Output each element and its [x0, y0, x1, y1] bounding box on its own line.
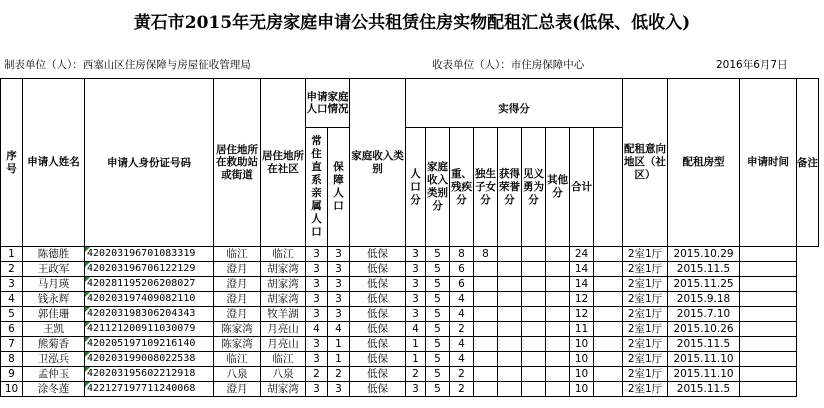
secured-count-cell[interactable]: 3 — [328, 292, 350, 307]
community-cell[interactable]: 八泉 — [261, 367, 306, 382]
resident-count-cell[interactable]: 3 — [306, 337, 328, 352]
apply-time-cell[interactable]: 2015.11.5 — [668, 262, 740, 277]
intent-area-cell[interactable] — [594, 337, 623, 352]
pop-score-cell[interactable]: 4 — [406, 322, 426, 337]
secured-count-cell[interactable]: 4 — [328, 322, 350, 337]
id-number-text: 421121200911030079 — [87, 323, 196, 334]
header-room-type: 配租房型 — [668, 79, 740, 247]
other-score-cell[interactable] — [546, 247, 570, 262]
table-row[interactable] — [1, 322, 819, 337]
street-cell[interactable]: 八泉 — [214, 367, 261, 382]
income-score-cell[interactable]: 5 — [426, 337, 450, 352]
header-scores: 实得分 — [406, 103, 623, 128]
street-cell[interactable]: 澄月 — [214, 262, 261, 277]
header-seq: 序号 — [1, 79, 23, 247]
street-cell[interactable]: 临江 — [214, 247, 261, 262]
income-score-cell[interactable]: 5 — [426, 247, 450, 262]
pop-score-cell[interactable]: 1 — [406, 337, 426, 352]
seq-cell[interactable]: 2 — [1, 262, 23, 277]
room-type-cell[interactable]: 2室1厅 — [623, 277, 668, 292]
brave-score-cell[interactable] — [522, 382, 546, 397]
community-cell[interactable]: 临江 — [261, 247, 306, 262]
disability-score-cell[interactable]: 2 — [450, 367, 474, 382]
honor-score-cell[interactable] — [498, 307, 522, 322]
id-number-cell[interactable] — [85, 277, 214, 292]
income-score-cell[interactable]: 5 — [426, 262, 450, 277]
street-cell[interactable]: 澄月 — [214, 277, 261, 292]
disability-score-cell[interactable]: 2 — [450, 382, 474, 397]
resident-count-cell[interactable]: 3 — [306, 307, 328, 322]
other-score-cell[interactable] — [546, 307, 570, 322]
header-id: 申请人身份证号码 — [85, 79, 214, 247]
id-number-cell[interactable] — [85, 382, 214, 397]
only-child-score-cell[interactable] — [474, 277, 498, 292]
intent-area-cell[interactable] — [594, 352, 623, 367]
seq-cell[interactable]: 6 — [1, 322, 23, 337]
cell-comment-marker-icon — [85, 307, 90, 312]
room-type-cell[interactable]: 2室1厅 — [623, 367, 668, 382]
only-child-score-cell[interactable] — [474, 292, 498, 307]
name-cell[interactable]: 郭佳珊 — [23, 307, 85, 322]
secured-count-cell[interactable]: 3 — [328, 262, 350, 277]
room-type-cell[interactable]: 2室1厅 — [623, 307, 668, 322]
resident-count-cell[interactable]: 2 — [306, 367, 328, 382]
community-cell[interactable]: 胡家湾 — [261, 382, 306, 397]
name-cell[interactable]: 熊菊香 — [23, 337, 85, 352]
honor-score-cell[interactable] — [498, 292, 522, 307]
apply-time-cell[interactable]: 2015.10.29 — [668, 247, 740, 262]
id-number-text: 420203198306204343 — [87, 308, 196, 319]
income-score-cell[interactable]: 5 — [426, 367, 450, 382]
cell-comment-marker-icon — [85, 367, 90, 372]
id-number-text: 420203195602212918 — [87, 368, 196, 379]
report-date: 2016年6月7日 — [716, 59, 788, 71]
name-cell[interactable]: 王政军 — [23, 262, 85, 277]
intent-area-cell[interactable] — [594, 247, 623, 262]
pop-score-cell[interactable]: 2 — [406, 367, 426, 382]
other-score-cell[interactable] — [546, 322, 570, 337]
street-cell[interactable]: 陈家湾 — [214, 322, 261, 337]
income-type-cell[interactable]: 低保 — [350, 277, 406, 292]
header-name: 申请人姓名 — [23, 79, 85, 247]
compiler-label: 制表单位（人）：西塞山区住房保障与房屋征收管理局 — [4, 59, 251, 71]
total-score-cell[interactable]: 14 — [570, 262, 594, 277]
disability-score-cell[interactable]: 6 — [450, 262, 474, 277]
header-aid-street: 居住地所在救助站或街道 — [214, 79, 261, 247]
pop-score-cell[interactable]: 3 — [406, 307, 426, 322]
only-child-score-cell[interactable] — [474, 262, 498, 277]
remark-cell[interactable] — [740, 322, 797, 337]
header-only-child: 独生子女分 — [474, 128, 498, 247]
street-cell[interactable]: 临江 — [214, 352, 261, 367]
disability-score-cell[interactable]: 2 — [450, 322, 474, 337]
pop-score-cell[interactable]: 3 — [406, 382, 426, 397]
street-cell[interactable]: 澄月 — [214, 382, 261, 397]
honor-score-cell[interactable] — [498, 382, 522, 397]
income-score-cell[interactable]: 5 — [426, 277, 450, 292]
resident-count-cell[interactable]: 4 — [306, 322, 328, 337]
header-pop-score: 人口分 — [406, 128, 426, 247]
id-number-cell[interactable] — [85, 322, 214, 337]
header-disability: 重、残疾分 — [450, 128, 474, 247]
brave-score-cell[interactable] — [522, 292, 546, 307]
only-child-score-cell[interactable] — [474, 352, 498, 367]
brave-score-cell[interactable] — [522, 337, 546, 352]
disability-score-cell[interactable]: 4 — [450, 307, 474, 322]
remark-cell[interactable] — [740, 262, 797, 277]
brave-score-cell[interactable] — [522, 277, 546, 292]
intent-area-cell[interactable] — [594, 292, 623, 307]
cell-comment-marker-icon — [85, 277, 90, 282]
id-number-text: 422127197711240068 — [87, 383, 196, 394]
honor-score-cell[interactable] — [498, 322, 522, 337]
id-number-cell[interactable] — [85, 292, 214, 307]
disability-score-cell[interactable]: 4 — [450, 352, 474, 367]
table-row[interactable] — [1, 337, 819, 352]
table-row[interactable] — [1, 367, 819, 382]
resident-count-cell[interactable]: 3 — [306, 247, 328, 262]
honor-score-cell[interactable] — [498, 247, 522, 262]
room-type-cell[interactable]: 2室1厅 — [623, 262, 668, 277]
community-cell[interactable]: 胡家湾 — [261, 262, 306, 277]
apply-time-cell[interactable]: 2015.10.26 — [668, 322, 740, 337]
apply-time-cell[interactable]: 2015.11.10 — [668, 352, 740, 367]
id-number-text: 420203197409082110 — [87, 293, 196, 304]
intent-area-cell[interactable] — [594, 322, 623, 337]
table-row[interactable] — [1, 352, 819, 367]
community-cell[interactable]: 牧羊湖 — [261, 307, 306, 322]
room-type-cell[interactable]: 2室1厅 — [623, 247, 668, 262]
seq-cell[interactable]: 4 — [1, 292, 23, 307]
street-cell[interactable]: 澄月 — [214, 307, 261, 322]
room-type-cell[interactable]: 2室1厅 — [623, 322, 668, 337]
apply-time-cell[interactable]: 2015.7.10 — [668, 307, 740, 322]
total-score-cell[interactable]: 10 — [570, 367, 594, 382]
other-score-cell[interactable] — [546, 382, 570, 397]
brave-score-cell[interactable] — [522, 367, 546, 382]
community-cell[interactable]: 胡家湾 — [261, 277, 306, 292]
table-row[interactable] — [1, 247, 819, 262]
seq-cell[interactable]: 1 — [1, 247, 23, 262]
brave-score-cell[interactable] — [522, 352, 546, 367]
disability-score-cell[interactable]: 6 — [450, 277, 474, 292]
seq-cell[interactable]: 3 — [1, 277, 23, 292]
income-type-cell[interactable]: 低保 — [350, 292, 406, 307]
street-cell[interactable]: 澄月 — [214, 292, 261, 307]
apply-time-cell[interactable]: 2015.11.5 — [668, 382, 740, 397]
remark-cell[interactable] — [740, 367, 797, 382]
id-number-cell[interactable] — [85, 262, 214, 277]
disability-score-cell[interactable]: 4 — [450, 337, 474, 352]
community-cell[interactable]: 胡家湾 — [261, 292, 306, 307]
name-cell[interactable]: 孟仲玉 — [23, 367, 85, 382]
income-score-cell[interactable]: 5 — [426, 307, 450, 322]
name-cell[interactable]: 王凯 — [23, 322, 85, 337]
resident-count-cell[interactable]: 3 — [306, 352, 328, 367]
cell-comment-marker-icon — [85, 382, 90, 387]
id-number-cell[interactable] — [85, 337, 214, 352]
total-score-cell[interactable]: 12 — [570, 292, 594, 307]
header-intent-area: 配租意向地区（社区） — [623, 79, 668, 247]
brave-score-cell[interactable] — [522, 322, 546, 337]
apply-time-cell[interactable]: 2015.9.18 — [668, 292, 740, 307]
remark-cell[interactable] — [740, 247, 797, 262]
resident-count-cell[interactable]: 3 — [306, 292, 328, 307]
cell-comment-marker-icon — [85, 352, 90, 357]
header-honor: 获得荣誉分 — [498, 128, 522, 247]
other-score-cell[interactable] — [546, 352, 570, 367]
disability-score-cell[interactable]: 4 — [450, 292, 474, 307]
only-child-score-cell[interactable] — [474, 322, 498, 337]
other-score-cell[interactable] — [546, 292, 570, 307]
only-child-score-cell[interactable] — [474, 337, 498, 352]
brave-score-cell[interactable] — [522, 247, 546, 262]
total-score-cell[interactable]: 10 — [570, 382, 594, 397]
total-score-cell[interactable]: 10 — [570, 337, 594, 352]
community-cell[interactable]: 临江 — [261, 352, 306, 367]
resident-count-cell[interactable]: 3 — [306, 262, 328, 277]
seq-cell[interactable]: 10 — [1, 382, 23, 397]
table-row[interactable] — [1, 277, 819, 292]
secured-count-cell[interactable]: 1 — [328, 352, 350, 367]
header-income-score: 家庭收入类别分 — [426, 128, 450, 247]
only-child-score-cell[interactable]: 8 — [474, 247, 498, 262]
remark-cell[interactable] — [740, 307, 797, 322]
apply-time-cell[interactable]: 2015.11.10 — [668, 367, 740, 382]
remark-cell[interactable] — [740, 337, 797, 352]
other-score-cell[interactable] — [546, 337, 570, 352]
pop-score-cell[interactable]: 1 — [406, 352, 426, 367]
other-score-cell[interactable] — [546, 367, 570, 382]
income-type-cell[interactable]: 低保 — [350, 307, 406, 322]
room-type-cell[interactable]: 2室1厅 — [623, 292, 668, 307]
intent-area-cell[interactable] — [594, 382, 623, 397]
cell-comment-marker-icon — [85, 337, 90, 342]
community-cell[interactable]: 月亮山 — [261, 322, 306, 337]
only-child-score-cell[interactable] — [474, 382, 498, 397]
id-number-cell[interactable] — [85, 367, 214, 382]
header-household: 申请家庭人口情况 — [306, 79, 350, 128]
honor-score-cell[interactable] — [498, 337, 522, 352]
intent-area-cell[interactable] — [594, 262, 623, 277]
income-type-cell[interactable]: 低保 — [350, 322, 406, 337]
room-type-cell[interactable]: 2室1厅 — [623, 337, 668, 352]
pop-score-cell[interactable]: 3 — [406, 262, 426, 277]
pop-score-cell[interactable]: 3 — [406, 277, 426, 292]
cell-comment-marker-icon — [85, 322, 90, 327]
income-score-cell[interactable]: 5 — [426, 292, 450, 307]
name-cell[interactable]: 马月瑛 — [23, 277, 85, 292]
id-number-text: 420205197109216140 — [87, 338, 196, 349]
remark-cell[interactable] — [740, 382, 797, 397]
receiver-label: 收表单位（人）：市住房保障中心 — [432, 59, 585, 71]
header-total: 合计 — [570, 128, 594, 247]
id-number-cell[interactable] — [85, 307, 214, 322]
honor-score-cell[interactable] — [498, 352, 522, 367]
name-cell[interactable]: 陈德胜 — [23, 247, 85, 262]
header-remark: 备注 — [797, 79, 819, 247]
income-type-cell[interactable]: 低保 — [350, 352, 406, 367]
cell-comment-marker-icon — [85, 292, 90, 297]
honor-score-cell[interactable] — [498, 277, 522, 292]
secured-count-cell[interactable]: 3 — [328, 247, 350, 262]
header-brave: 见义勇为分 — [522, 128, 546, 247]
header-other: 其他分 — [546, 128, 570, 247]
only-child-score-cell[interactable] — [474, 307, 498, 322]
income-type-cell[interactable]: 低保 — [350, 367, 406, 382]
secured-count-cell[interactable]: 3 — [328, 307, 350, 322]
header-community: 居住地所在社区 — [261, 79, 306, 247]
id-number-text: 420203199008022538 — [87, 353, 196, 364]
apply-time-cell[interactable]: 2015.11.5 — [668, 337, 740, 352]
seq-cell[interactable]: 8 — [1, 352, 23, 367]
header-income-type: 家庭收入类别 — [350, 79, 406, 247]
income-type-cell[interactable]: 低保 — [350, 247, 406, 262]
seq-cell[interactable]: 5 — [1, 307, 23, 322]
other-score-cell[interactable] — [546, 277, 570, 292]
header-apply-time: 申请时间 — [740, 79, 797, 247]
secured-count-cell[interactable]: 3 — [328, 277, 350, 292]
name-cell[interactable]: 钱永辉 — [23, 292, 85, 307]
honor-score-cell[interactable] — [498, 262, 522, 277]
pop-score-cell[interactable]: 3 — [406, 247, 426, 262]
intent-area-cell[interactable] — [594, 367, 623, 382]
table-row[interactable] — [1, 382, 819, 397]
id-number-cell[interactable] — [85, 247, 214, 262]
total-score-cell[interactable]: 14 — [570, 277, 594, 292]
brave-score-cell[interactable] — [522, 262, 546, 277]
table-row[interactable] — [1, 262, 819, 277]
remark-cell[interactable] — [740, 292, 797, 307]
brave-score-cell[interactable] — [522, 307, 546, 322]
id-number-text: 420203196701083319 — [87, 248, 196, 259]
seq-cell[interactable]: 9 — [1, 367, 23, 382]
apply-time-cell[interactable]: 2015.11.25 — [668, 277, 740, 292]
income-score-cell[interactable]: 5 — [426, 352, 450, 367]
cell-comment-marker-icon — [85, 262, 90, 267]
disability-score-cell[interactable]: 8 — [450, 247, 474, 262]
pop-score-cell[interactable]: 3 — [406, 292, 426, 307]
only-child-score-cell[interactable] — [474, 367, 498, 382]
total-score-cell[interactable]: 12 — [570, 307, 594, 322]
income-type-cell[interactable]: 低保 — [350, 262, 406, 277]
remark-cell[interactable] — [740, 352, 797, 367]
total-score-cell[interactable]: 24 — [570, 247, 594, 262]
name-cell[interactable]: 涂冬莲 — [23, 382, 85, 397]
intent-area-cell[interactable] — [594, 277, 623, 292]
intent-area-cell[interactable] — [594, 307, 623, 322]
street-cell[interactable]: 陈家湾 — [214, 337, 261, 352]
secured-count-cell[interactable]: 3 — [328, 382, 350, 397]
table-row[interactable] — [1, 307, 819, 322]
remark-cell[interactable] — [740, 277, 797, 292]
resident-count-cell[interactable]: 3 — [306, 277, 328, 292]
income-score-cell[interactable]: 5 — [426, 382, 450, 397]
income-type-cell[interactable]: 低保 — [350, 382, 406, 397]
summary-table — [0, 78, 819, 397]
total-score-cell[interactable]: 10 — [570, 352, 594, 367]
room-type-cell[interactable]: 2室1厅 — [623, 382, 668, 397]
page-title: 黄石市2015年无房家庭申请公共租赁住房实物配租汇总表(低保、低收入) — [133, 13, 691, 33]
id-number-text: 420203196706122129 — [87, 263, 196, 274]
room-type-cell[interactable]: 2室1厅 — [623, 352, 668, 367]
other-score-cell[interactable] — [546, 262, 570, 277]
total-score-cell[interactable]: 11 — [570, 322, 594, 337]
honor-score-cell[interactable] — [498, 367, 522, 382]
table-row[interactable] — [1, 292, 819, 307]
seq-cell[interactable]: 7 — [1, 337, 23, 352]
header-scores-top — [406, 79, 623, 104]
header-resident: 常住直系亲属人口 — [306, 128, 328, 247]
cell-comment-marker-icon — [85, 247, 90, 252]
id-number-text: 420281195206208027 — [87, 278, 196, 289]
header-secured: 保障人口 — [328, 128, 350, 247]
secured-count-cell[interactable]: 2 — [328, 367, 350, 382]
resident-count-cell[interactable]: 3 — [306, 382, 328, 397]
income-type-cell[interactable]: 低保 — [350, 337, 406, 352]
community-cell[interactable]: 月亮山 — [261, 337, 306, 352]
id-number-cell[interactable] — [85, 352, 214, 367]
secured-count-cell[interactable]: 1 — [328, 337, 350, 352]
income-score-cell[interactable]: 5 — [426, 322, 450, 337]
name-cell[interactable]: 卫泓兵 — [23, 352, 85, 367]
